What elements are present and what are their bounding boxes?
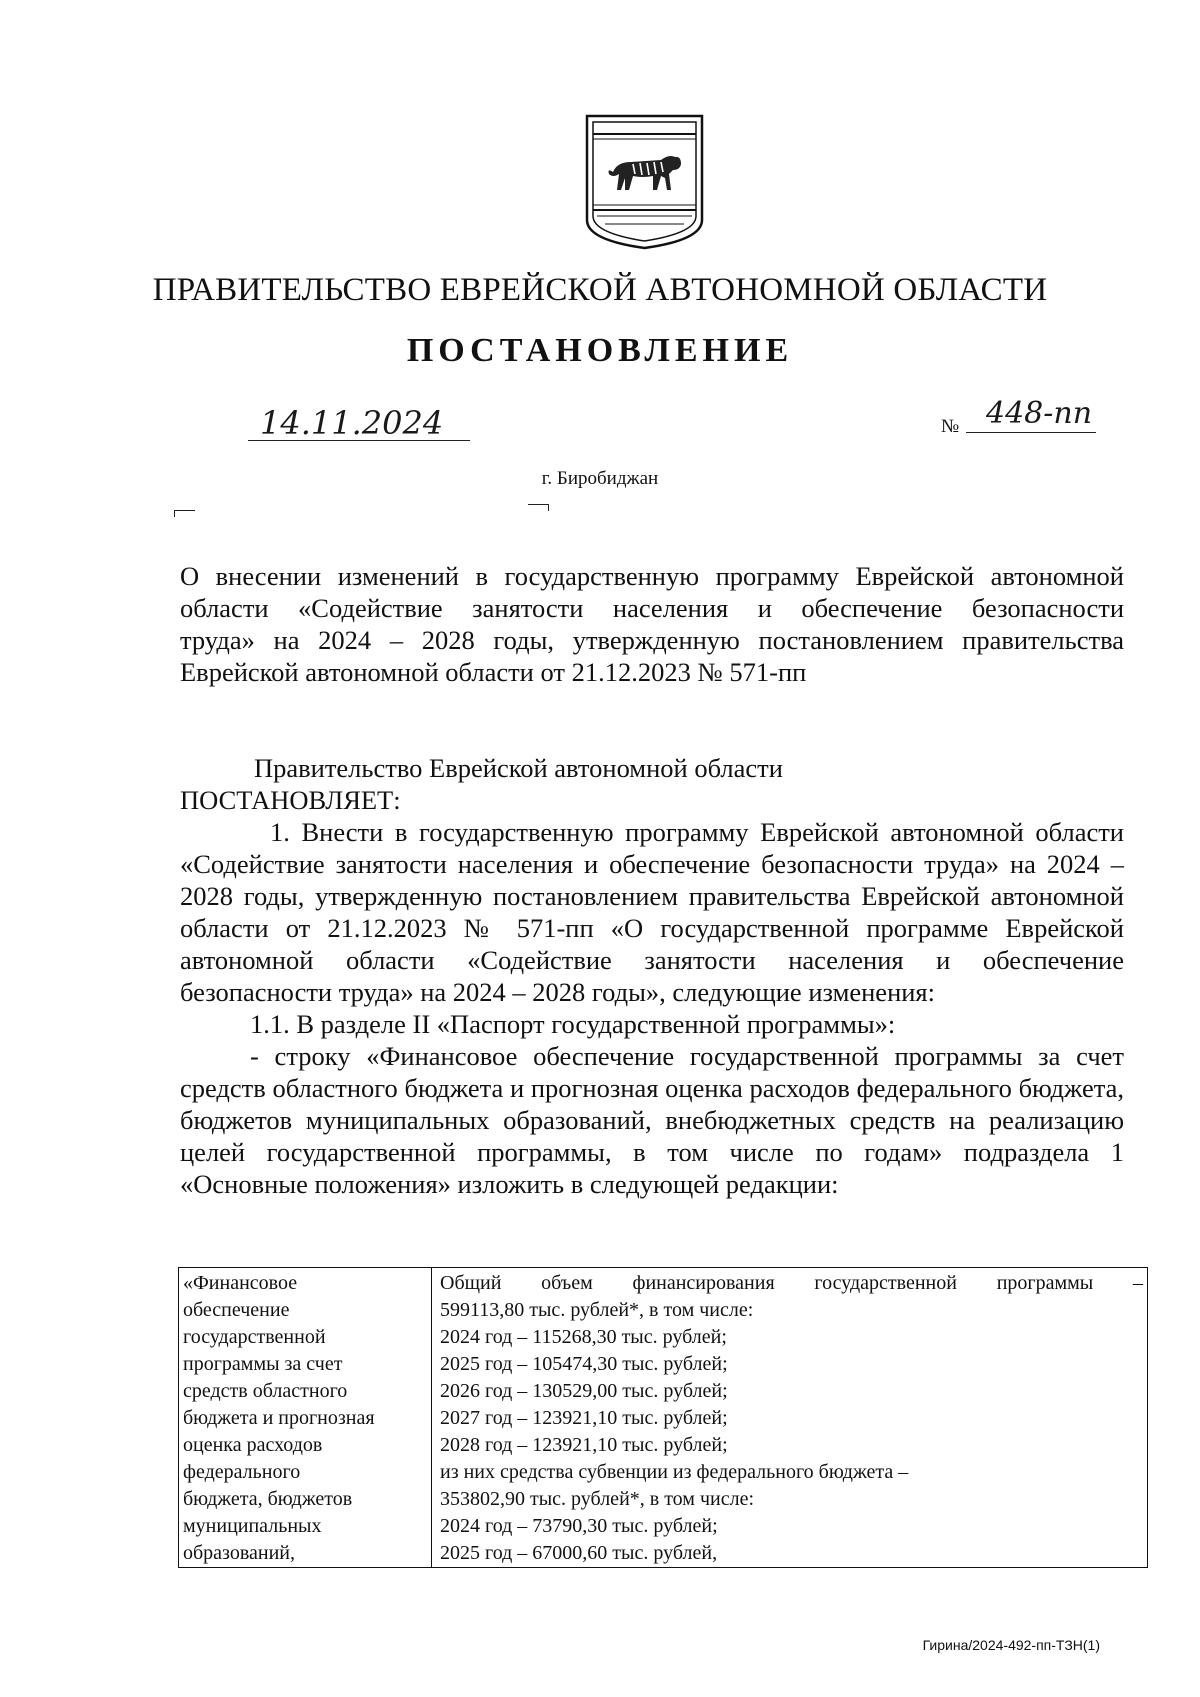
decree-items bbox=[180, 816, 1124, 1200]
cell-line: из них средства субвенции из федерального бюджета – bbox=[440, 1461, 909, 1483]
resolves: ПОСТАНОВЛЯЕТ: bbox=[180, 785, 401, 815]
cell-line: «Финансовое bbox=[183, 1272, 298, 1294]
financing-table bbox=[178, 1267, 1148, 1568]
government-name: ПРАВИТЕЛЬСТВО ЕВРЕЙСКОЙ АВТОНОМНОЙ ОБЛАСТИ bbox=[152, 272, 1048, 308]
cell-line: программы за счет bbox=[183, 1353, 343, 1375]
table-row bbox=[179, 1268, 1148, 1568]
preamble: Правительство Еврейской автономной области bbox=[254, 753, 783, 783]
cell-line: обеспечение bbox=[183, 1299, 290, 1321]
item-1: 1. Внести в государственную программу Еврейской автономной области «Содействие занятости населения и обеспечение безопасности труда» на 2024 – 2028 годы, утвержденную постановлением правительства Еврейской автономной области от 21.12.2023 № 571-пп «О государственной программе Еврейской автономной области «Содействие занятости населения и обеспечение безопасности труда» на 2024 – 2028 годы», следующие изменения: bbox=[180, 817, 1124, 1007]
title-line: О внесении изменений в государственную программу Еврейской автономной bbox=[180, 561, 1124, 591]
handwritten-date: 14.11.2024 bbox=[260, 404, 444, 442]
coat-of-arms-emblem bbox=[583, 112, 706, 252]
date-underline bbox=[248, 440, 470, 441]
footer-reference: Гирина/2024-492-пп-ТЗН(1) bbox=[922, 1637, 1100, 1653]
title-line: области «Содействие занятости населения и обеспечение безопасности bbox=[180, 593, 1124, 623]
cell-line: 2026 год – 130529,00 тыс. рублей; bbox=[440, 1380, 728, 1402]
cell-line: 2028 год – 123921,10 тыс. рублей; bbox=[440, 1434, 728, 1456]
cell-line: 353802,90 тыс. рублей*, в том числе: bbox=[440, 1488, 755, 1510]
title-line: труда» на 2024 – 2028 годы, утвержденную постановлением правительства bbox=[180, 625, 1124, 655]
handwritten-number: 448-пп bbox=[986, 396, 1093, 431]
left-corner-mark bbox=[174, 510, 195, 517]
cell-line: бюджета и прогнозная bbox=[183, 1407, 375, 1429]
cell-line: 2027 год – 123921,10 тыс. рублей; bbox=[440, 1407, 728, 1429]
number-sign: № bbox=[941, 416, 960, 437]
item-1-1: 1.1. В разделе II «Паспорт государственной программы»: bbox=[250, 1009, 896, 1039]
cell-line: средств областного bbox=[183, 1380, 348, 1402]
cell-line: образований, bbox=[183, 1542, 296, 1564]
right-corner-mark bbox=[528, 504, 549, 511]
cell-line: 2025 год – 67000,60 тыс. рублей, bbox=[440, 1542, 718, 1564]
cell-line: 599113,80 тыс. рублей*, в том числе: bbox=[440, 1299, 754, 1321]
cell-line: 2024 год – 115268,30 тыс. рублей; bbox=[440, 1326, 727, 1348]
cell-line: муниципальных bbox=[183, 1515, 322, 1537]
cell-line: федерального bbox=[183, 1461, 301, 1483]
document-title bbox=[180, 560, 1124, 688]
table-cell-value bbox=[432, 1268, 1148, 1568]
city: г. Биробиджан bbox=[541, 468, 659, 489]
cell-line: Общий объем финансирования государственной программы – bbox=[440, 1272, 1143, 1294]
title-line: Еврейской автономной области от 21.12.2023 № 571-пп bbox=[180, 657, 807, 687]
cell-line: бюджета, бюджетов bbox=[183, 1488, 353, 1510]
preamble-block bbox=[180, 752, 1124, 816]
number-underline bbox=[966, 432, 1096, 433]
table-cell-label bbox=[179, 1268, 432, 1568]
cell-line: государственной bbox=[183, 1326, 326, 1348]
cell-line: 2024 год – 73790,30 тыс. рублей; bbox=[440, 1515, 718, 1537]
cell-line: оценка расходов bbox=[183, 1434, 323, 1456]
document-type-title: ПОСТАНОВЛЕНИЕ bbox=[406, 332, 794, 369]
cell-line: 2025 год – 105474,30 тыс. рублей; bbox=[440, 1353, 728, 1375]
dash-item: - строку «Финансовое обеспечение государственной программы за счет средств областного бюджета и прогнозная оценка расходов федерального бюджета, бюджетов муниципальных образований, внебюджетных средств на реализацию целей государственной программы, в том числе по годам» подраздела 1 «Основные положения» изложить в следующей редакции: bbox=[180, 1041, 1124, 1199]
